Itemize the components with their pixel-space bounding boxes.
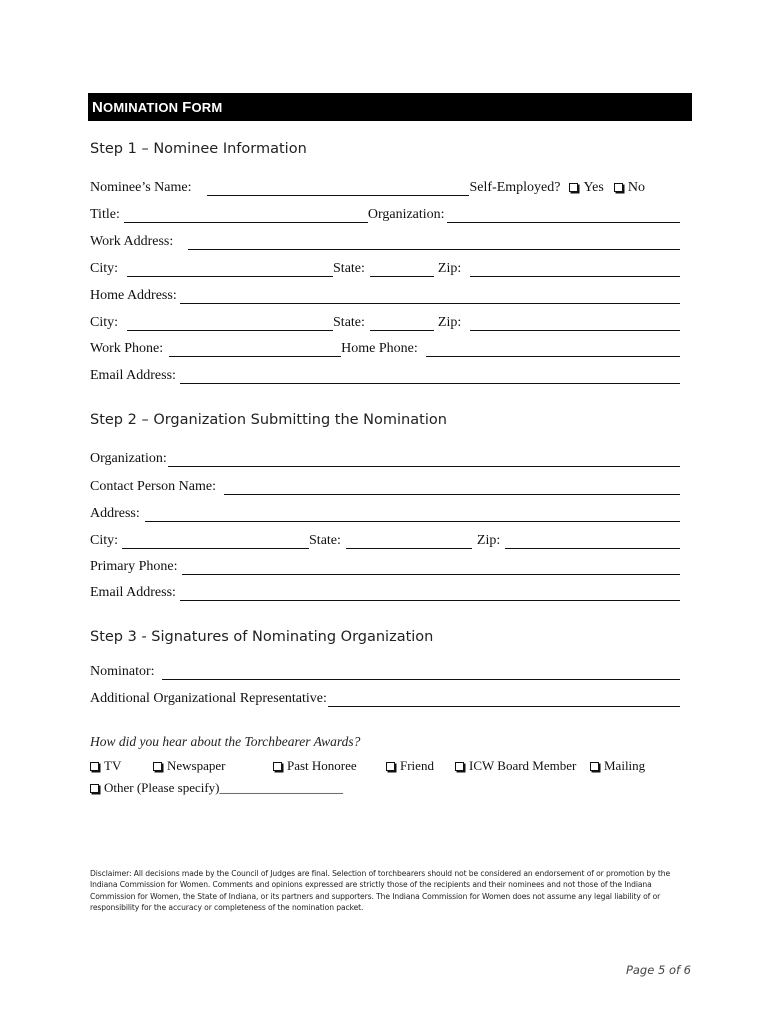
header-word-1: OMINATION [103,100,183,115]
checkbox-icon[interactable] [90,762,99,771]
option-label: Past Honoree [287,758,357,773]
row-work-city [90,257,680,277]
city-field[interactable] [127,263,333,277]
disclaimer-text: Disclaimer: All decisions made by the Council of Judges are final. Selection of torchbearers should not be considered an endorsement of or promotion by the Indiana Commission for Women. Comments and opinions expressed are strictly those of the recipients and their nominees and not those of the Indiana Commission for Women, the State of Indiana, or its partners and supporters. The Indiana Commission for Women does not assume any legal liability of or responsibility for the accuracy or completeness of the nomination packet. [90,869,671,912]
address-field[interactable] [145,508,680,522]
row-additional-rep [90,687,680,707]
option-label: ICW Board Member [469,758,577,773]
header-initial-f: F [182,99,192,116]
row-primary-phone [90,555,680,575]
row-home-city [90,311,680,331]
section-header [88,93,692,121]
checkbox-icon[interactable] [569,183,578,192]
state-field[interactable] [370,263,434,277]
checkbox-icon[interactable] [273,762,282,771]
zip-label: Zip: [437,315,462,330]
row-nominator [90,660,680,680]
no-label: No [627,180,645,195]
option-label: Newspaper [167,758,226,773]
option-friend[interactable] [386,758,434,774]
nominee-name-label: Nominee’s Name: [90,180,192,195]
yes-label: Yes [583,180,604,195]
contact-person-field[interactable] [224,481,680,495]
row-work-address [90,230,680,250]
nominator-label: Nominator: [90,664,155,679]
option-icw-board-member[interactable] [455,758,576,774]
checkbox-icon[interactable] [614,183,623,192]
state-label: State: [309,533,341,548]
city-field[interactable] [122,535,309,549]
work-address-label: Work Address: [90,234,174,249]
row-title-organization [90,203,680,223]
row-email2 [90,581,680,601]
state-field[interactable] [346,535,472,549]
header-word-2: ORM [191,100,223,115]
checkbox-icon[interactable] [153,762,162,771]
zip-label: Zip: [476,533,501,548]
email-field[interactable] [180,370,680,384]
row-city2 [90,529,680,549]
page-number: Page 5 of 6 [625,963,691,977]
nominator-field[interactable] [162,666,680,680]
title-field[interactable] [124,209,368,223]
state-field[interactable] [370,317,434,331]
zip-field[interactable] [505,535,680,549]
row-nominee-name [90,176,680,196]
checkbox-icon[interactable] [386,762,395,771]
option-newspaper[interactable] [153,758,225,774]
row-phones [90,337,680,357]
home-phone-field[interactable] [426,343,680,357]
city-label: City: [90,533,119,548]
option-label: Other (Please specify)___________________ [104,780,344,795]
email-label: Email Address: [90,585,176,600]
email-field[interactable] [180,587,680,601]
row-address2 [90,502,680,522]
primary-phone-label: Primary Phone: [90,559,178,574]
option-label: TV [104,758,122,773]
row-home-address [90,284,680,304]
state-label: State: [333,261,365,276]
work-phone-label: Work Phone: [90,341,164,356]
primary-phone-field[interactable] [182,561,681,575]
home-address-field[interactable] [180,290,680,304]
option-tv[interactable] [90,758,121,774]
row-contact [90,475,680,495]
option-other[interactable] [90,780,343,796]
header-initial-n: N [92,99,104,116]
title-label: Title: [90,207,120,222]
checkbox-icon[interactable] [90,784,99,793]
option-past-honoree[interactable] [273,758,357,774]
row-org2 [90,447,680,467]
contact-person-label: Contact Person Name: [90,479,216,494]
home-address-label: Home Address: [90,288,177,303]
organization-label: Organization: [367,207,445,222]
option-mailing[interactable] [590,758,645,774]
email-label: Email Address: [90,368,176,383]
survey-question: How did you hear about the Torchbearer Awards? [90,734,361,749]
step1-title: Step 1 – Nominee Information [90,141,307,157]
city-label: City: [90,315,119,330]
organization-field[interactable] [447,209,680,223]
additional-rep-field[interactable] [328,693,680,707]
nominee-name-field[interactable] [207,182,469,196]
checkbox-icon[interactable] [455,762,464,771]
city-label: City: [90,261,119,276]
city-field[interactable] [127,317,333,331]
home-phone-label: Home Phone: [341,341,418,356]
step3-title: Step 3 - Signatures of Nominating Organization [90,629,434,645]
zip-label: Zip: [437,261,462,276]
zip-field[interactable] [470,263,680,277]
checkbox-icon[interactable] [590,762,599,771]
option-label: Mailing [604,758,646,773]
self-employed-label: Self-Employed? [469,180,561,195]
step2-title: Step 2 – Organization Submitting the Nomination [90,412,447,428]
self-employed-yes-option[interactable] [569,180,603,196]
self-employed-no-option[interactable] [614,180,645,196]
address-label: Address: [90,506,140,521]
work-phone-field[interactable] [169,343,341,357]
organization-label: Organization: [90,451,167,466]
row-email [90,364,680,384]
work-address-field[interactable] [188,236,680,250]
state-label: State: [333,315,365,330]
additional-rep-label: Additional Organizational Representative: [90,691,327,706]
organization-field[interactable] [168,453,680,467]
option-label: Friend [400,758,434,773]
zip-field[interactable] [470,317,680,331]
